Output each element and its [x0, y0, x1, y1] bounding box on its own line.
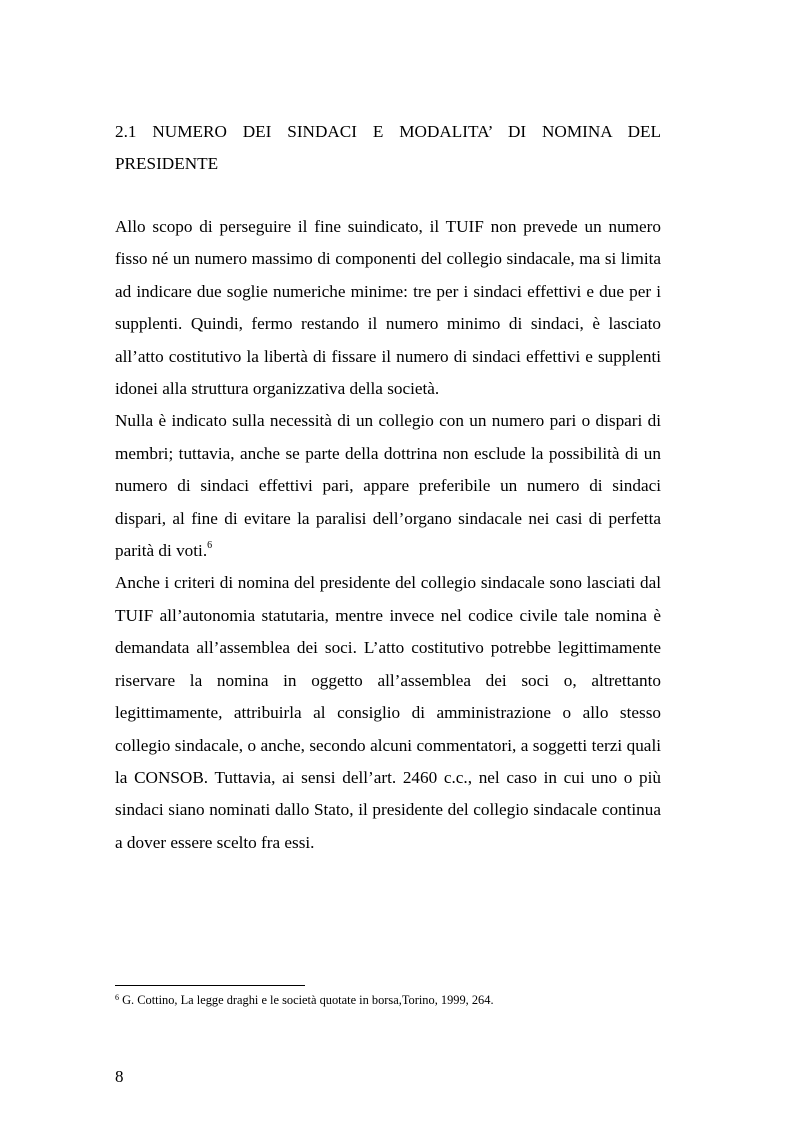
section-heading-line-1: 2.1 NUMERO DEI SINDACI E MODALITA’ DI NOMINA DEL: [115, 122, 661, 141]
section-heading: [115, 116, 661, 180]
footnote-reference[interactable]: 6: [207, 540, 213, 552]
paragraph-3: [115, 567, 661, 859]
paragraph-2-text: Nulla è indicato sulla necessità di un collegio con un numero pari o dispari di membri; tuttavia, anche se parte della dottrina non esclude la possibilità di un numero di sindaci effettivi pari, appare preferibile un numero di sindaci dispari, al fine di evitare la paralisi dell’organo sindacale nei casi di perfetta parità di voti.: [115, 411, 661, 561]
body-text: [115, 211, 661, 859]
paragraph-3-text: Anche i criteri di nomina del presidente del collegio sindacale sono lasciati dal TUIF all’autonomia statutaria, mentre invece nel codice civile tale nomina è demandata all’assemblea dei soci. L’atto costitutivo potrebbe legittimamente riservare la nomina in oggetto all’assemblea dei soci o, altrettanto legittimamente, attribuirla al consiglio di amministrazione o allo stesso collegio sindacale, o anche, secondo alcuni commentatori, a soggetti terzi quali la CONSOB. Tuttavia, ai sensi dell’art. 2460 c.c., nel caso in cui uno o più sindaci siano nominati dallo Stato, il presidente del collegio sindacale continua a dover essere scelto fra essi.: [115, 573, 661, 852]
footnote-divider: [115, 985, 305, 986]
footnote: [115, 992, 661, 1008]
paragraph-2: [115, 405, 661, 567]
section-heading-line-2: PRESIDENTE: [115, 154, 219, 173]
footnote-text: G. Cottino, La legge draghi e le società quotate in borsa,Torino, 1999, 264.: [119, 993, 494, 1007]
page-number: 8: [115, 1067, 124, 1086]
footnote-mark: 6: [115, 993, 119, 1002]
paragraph-1: [115, 211, 661, 405]
paragraph-1-text: Allo scopo di perseguire il fine suindicato, il TUIF non prevede un numero fisso né un numero massimo di componenti del collegio sindacale, ma si limita ad indicare due soglie numeriche minime: tre per i sindaci effettivi e due per i supplenti. Quindi, fermo restando il numero minimo di sindaci, è lasciato all’atto costitutivo la libertà di fissare il numero di sindaci effettivi e supplenti idonei alla struttura organizzativa della società.: [115, 217, 661, 399]
